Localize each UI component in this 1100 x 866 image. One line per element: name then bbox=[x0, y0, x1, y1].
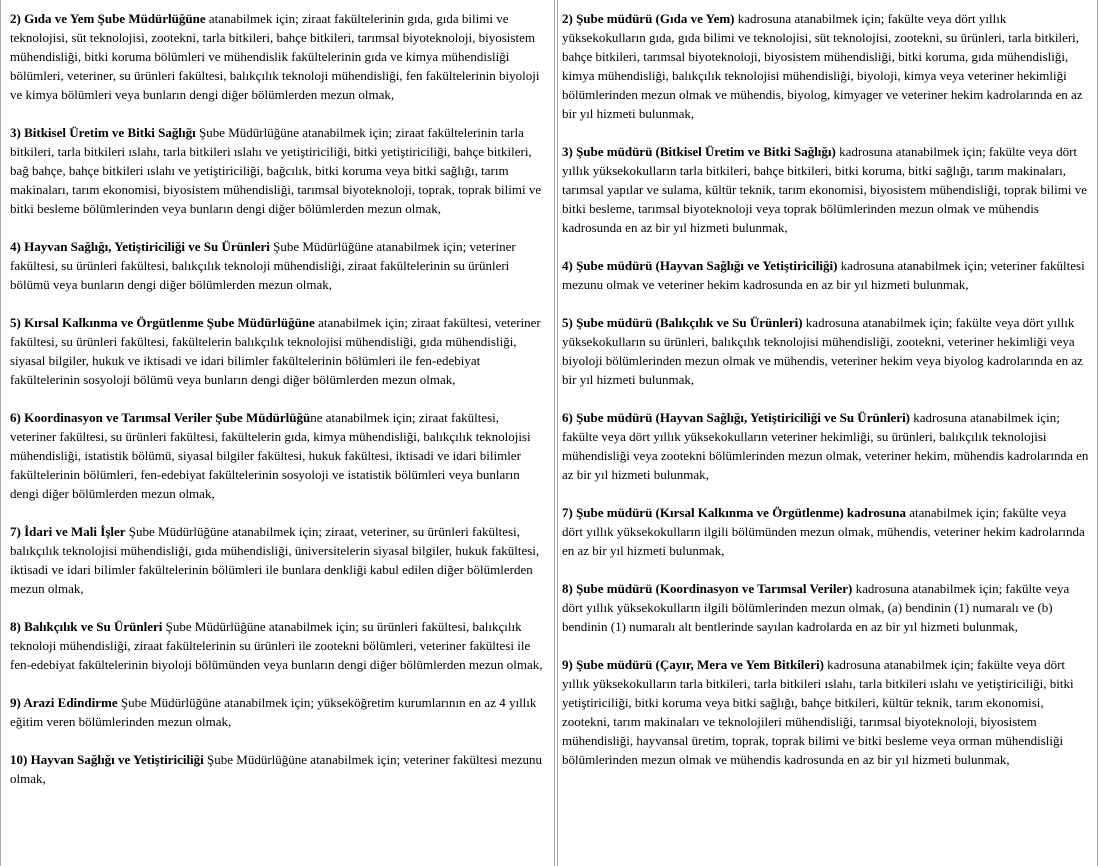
clause-heading: 4) Şube müdürü (Hayvan Sağlığı ve Yetiştiriciliği) bbox=[562, 258, 838, 273]
clause-paragraph bbox=[562, 655, 1089, 769]
clause-heading: 6) Koordinasyon ve Tarımsal Veriler Şube Müdürlüğü bbox=[10, 410, 311, 425]
clause-paragraph bbox=[562, 256, 1089, 294]
clause-paragraph bbox=[10, 313, 548, 389]
clause-body: Şube Müdürlüğüne atanabilmek için; ziraat, veteriner, su ürünleri fakültesi, balıkçılık teknolojisi mühendisliği, gıda mühendisliği, üniversitelerin siyasal bilgiler, hukuk fakültesi, iktisadi ve idari bilimler fakültelerinin bölümleri ile bunlara denkliği kabul edilen diğer bölümlerden mezun olmak, bbox=[10, 524, 540, 596]
clause-body: kadrosuna atanabilmek için; fakülte veya dört yıllık yüksekokulların tarla bitkileri, bahçe bitkileri, bitki koruma, bitki sağlığı, tarım makinaları, tarımsal yapılar ve sulama, kültür teknik, tarım ekonomisi, biyosistem mühendisliği, toprak bilimi ve bitki besleme, tarımsal biyoteknoloji veya toprak bölümlerinden mezun olmak ve mühendis kadrosunda en az bir yıl hizmeti bulunmak, bbox=[562, 144, 1087, 235]
clause-body: kadrosuna atanabilmek için; fakülte veya dört yıllık yüksekokulların su ürünleri, balıkçılık teknolojisi mühendisliği, zootekni, veteriner hekimliği veya biyoloji bölümlerinden mezun olmak ve mühendis, veteriner hekim veya biyolog kadrolarında en az bir yıl hizmeti bulunmak, bbox=[562, 315, 1083, 387]
clause-heading: 4) Hayvan Sağlığı, Yetiştiriciliği ve Su Ürünleri bbox=[10, 239, 270, 254]
clause-paragraph bbox=[10, 408, 548, 503]
clause-paragraph bbox=[10, 617, 548, 674]
clause-body: kadrosuna atanabilmek için; veteriner fakültesi mezunu olmak ve veteriner hekim kadrosunda en az bir yıl hizmeti bulunmak, bbox=[562, 258, 1085, 292]
clause-paragraph bbox=[10, 9, 548, 104]
clause-body: atanabilmek için; ziraat fakültesi, veteriner fakültesi, su ürünleri fakültesi, fakültelerin balıkçılık teknolojisi mühendisliği, gıda mühendisliği, siyasal bilgiler, hukuk ve iktisadi ve idari bilimler fakültelerinin bölümleri ile fen-edebiyat fakültelerinin sosyoloji bölümü veya bunların dengi diğer bölümlerden mezun olmak, bbox=[10, 315, 541, 387]
clause-heading: 6) Şube müdürü (Hayvan Sağlığı, Yetiştiriciliği ve Su Ürünleri) bbox=[562, 410, 911, 425]
clause-paragraph bbox=[10, 123, 548, 218]
clause-paragraph bbox=[562, 9, 1089, 123]
clause-body: kadrosuna atanabilmek için; fakülte veya dört yıllık yüksekokulların ilgili bölümlerinden mezun olmak, (a) bendinin (1) numaralı ve (b) bendinin (1) numaralı alt bentlerinde sayılan kadrolarda en az bir yıl hizmeti bulunmak, bbox=[562, 581, 1070, 634]
clause-paragraph bbox=[562, 579, 1089, 636]
clause-heading: 10) Hayvan Sağlığı ve Yetiştiriciliği bbox=[10, 752, 204, 767]
clause-heading: 7) Şube müdürü (Kırsal Kalkınma ve Örgütlenme) kadrosuna bbox=[562, 505, 906, 520]
clause-body: atanabilmek için; ziraat fakültelerinin gıda, gıda bilimi ve teknolojisi, süt teknolojisi, zootekni, tarla bitkileri, bahçe bitkileri, tarımsal biyoteknoloji, biyosistem mühendisliği, bitki koruma bölümleri ve mühendislik fakültelerinin gıda ve kimya mühendisliği bölümleri, veteriner, su ürünleri fakültesi, balıkçılık teknoloji mühendisliği, fen fakültelerinin biyoloji ve kimya bölümleri veya bunların dengi diğer bölümlerden mezun olmak, bbox=[10, 11, 540, 102]
clause-body: Şube Müdürlüğüne atanabilmek için; veteriner fakültesi mezunu olmak, bbox=[10, 752, 543, 786]
clause-heading: 7) İdari ve Mali İşler bbox=[10, 524, 126, 539]
clause-heading: 8) Balıkçılık ve Su Ürünleri bbox=[10, 619, 163, 634]
clause-heading: 2) Gıda ve Yem Şube Müdürlüğüne bbox=[10, 11, 206, 26]
clause-heading: 8) Şube müdürü (Koordinasyon ve Tarımsal Veriler) bbox=[562, 581, 853, 596]
clause-body: Şube Müdürlüğüne atanabilmek için; yükseköğretim kurumlarının en az 4 yıllık eğitim veren bölümlerinden mezun olmak, bbox=[10, 695, 537, 729]
clause-heading: 9) Arazi Edindirme bbox=[10, 695, 118, 710]
clause-body: Şube Müdürlüğüne atanabilmek için; ziraat fakültelerinin tarla bitkileri, tarla bitkileri ıslahı, tarla bitkileri ıslahı ve yetiştiriciliği, bitki yetiştiriciliği, bahçe bitkileri, bağ bahçe, bahçe bitkileri ıslahı ve yetiştiriciliği, bağcılık, bitki koruma veya bitki sağlığı, tarım makinaları, tarım ekonomisi, biyosistem mühendisliği, tarımsal biyoteknoloji, toprak, toprak bilimi ve bitki besleme bölümlerinden veya bunların dengi diğer bölümlerden mezun olmak, bbox=[10, 125, 542, 216]
clause-heading: 3) Şube müdürü (Bitkisel Üretim ve Bitki Sağlığı) bbox=[562, 144, 836, 159]
left-column-text bbox=[1, 0, 554, 788]
clause-heading: 2) Şube müdürü (Gıda ve Yem) bbox=[562, 11, 735, 26]
clause-body: atanabilmek için; fakülte veya dört yıllık yüksekokulların ilgili bölümünden mezun olmak, mühendis, veteriner hekim kadrolarında en az bir yıl hizmeti bulunmak, bbox=[562, 505, 1085, 558]
clause-body: Şube Müdürlüğüne atanabilmek için; veteriner fakültesi, su ürünleri fakültesi, balıkçılık teknoloji mühendisliği, ziraat fakültelerinin su ürünleri bölümü veya bunların dengi diğer bölümlerden mezun olmak, bbox=[10, 239, 516, 292]
clause-paragraph bbox=[562, 503, 1089, 560]
clause-paragraph bbox=[562, 313, 1089, 389]
clause-body: ne atanabilmek için; ziraat fakültesi, veteriner fakültesi, su ürünleri fakültesi, fakültelerin gıda, kimya mühendisliği, balıkçılık teknolojisi mühendisliği, istatistik bölümü, siyasal bilgiler fakültesi, hukuk fakültesi, iktisadi ve idari bilimler fakültelerinin bölümleri, fen-edebiyat fakültelerinin sosyoloji ve istatistik bölümleri veya bunların dengi diğer bölümlerden mezun olmak, bbox=[10, 410, 531, 501]
clause-body: kadrosuna atanabilmek için; fakülte veya dört yıllık yüksekokulların tarla bitkileri, tarla bitkileri ıslahı, tarla bitkileri ıslahı ve yetiştiriciliği, bitki yetiştiriciliği, bitki koruma veya bitki sağlığı, bahçe bitkileri, kültür teknik, tarım ekonomisi, zootekni, tarım makinaları ve teknolojileri mühendisliği, tarımsal biyoteknoloji, biyosistem mühendisliği, hayvansal üretim, toprak, toprak bilimi ve bitki besleme veya orman mühendisliği bölümlerinden mezun olmak ve mühendis kadrosunda en az bir yıl hizmeti bulunmak, bbox=[562, 657, 1074, 767]
clause-paragraph bbox=[10, 522, 548, 598]
clause-body: Şube Müdürlüğüne atanabilmek için; su ürünleri fakültesi, balıkçılık teknoloji mühendisliği, ziraat fakültelerinin su ürünleri ile zootekni bölümleri, veteriner fakültesi ile fen-edebiyat fakültelerinin biyoloji bölümünden veya bunların dengi diğer bölümlerden mezun olmak, bbox=[10, 619, 543, 672]
clause-paragraph bbox=[562, 408, 1089, 484]
right-column-cell bbox=[557, 0, 1098, 866]
clause-heading: 5) Kırsal Kalkınma ve Örgütlenme Şube Müdürlüğüne bbox=[10, 315, 315, 330]
clause-heading: 9) Şube müdürü (Çayır, Mera ve Yem Bitkileri) bbox=[562, 657, 824, 672]
clause-heading: 5) Şube müdürü (Balıkçılık ve Su Ürünleri) bbox=[562, 315, 803, 330]
clause-heading: 3) Bitkisel Üretim ve Bitki Sağlığı bbox=[10, 125, 196, 140]
clause-paragraph bbox=[10, 750, 548, 788]
right-column-text bbox=[558, 0, 1097, 769]
clause-paragraph bbox=[562, 142, 1089, 237]
clause-paragraph bbox=[10, 693, 548, 731]
clause-body: kadrosuna atanabilmek için; fakülte veya dört yıllık yüksekokulların veteriner hekimliği, su ürünleri, balıkçılık teknolojisi mühendisliği veya zootekni bölümlerinden mezun olmak, veteriner hekim, mühendis kadrolarında en az bir yıl hizmeti bulunmak, bbox=[562, 410, 1089, 482]
clause-paragraph bbox=[10, 237, 548, 294]
clause-body: kadrosuna atanabilmek için; fakülte veya dört yıllık yüksekokulların gıda, gıda bilimi ve teknolojisi, süt teknolojisi, zootekni, su ürünleri, tarla bitkileri, bahçe bitkileri, tarımsal biyoteknoloji, biyosistem mühendisliği, bitki koruma, gıda mühendisliği, kimya mühendisliği, balıkçılık teknolojisi mühendisliği, biyoloji, kimya veya veteriner hekimliği bölümlerinden mezun olmak ve mühendis, biyolog, kimyager ve veteriner hekim kadrolarında en az bir yıl hizmeti bulunmak, bbox=[562, 11, 1083, 121]
